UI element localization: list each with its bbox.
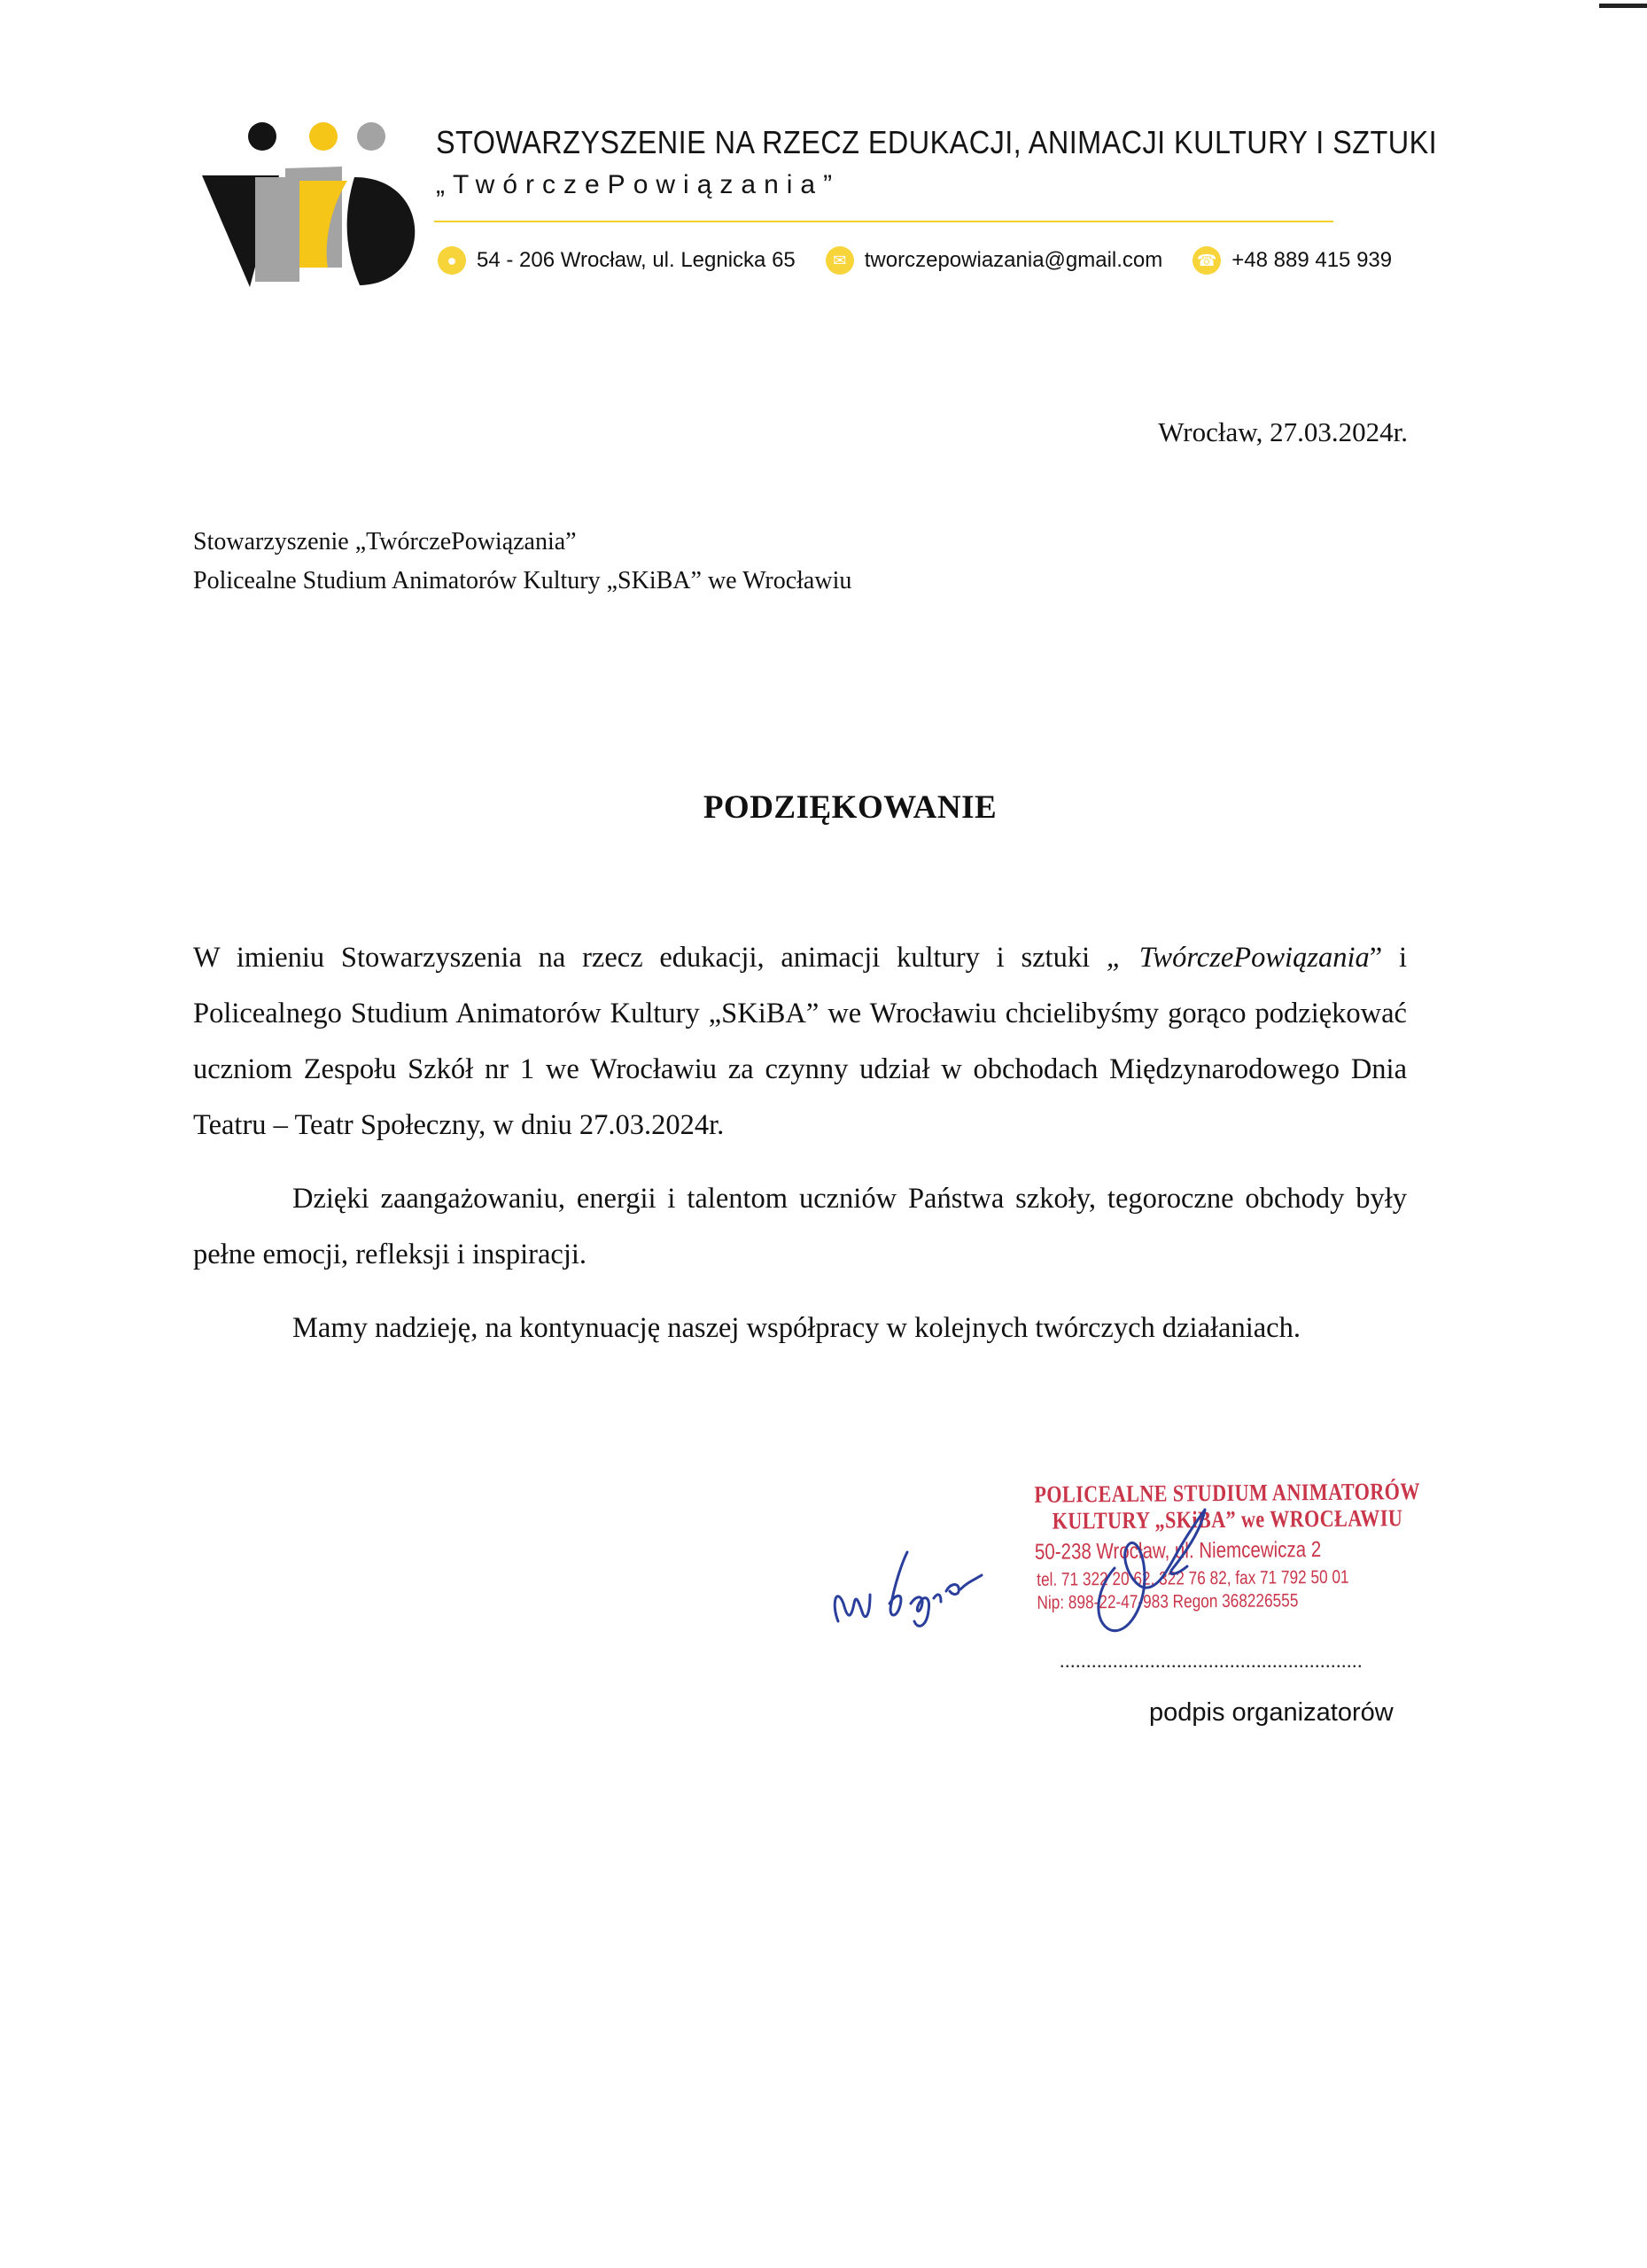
signature-left bbox=[835, 1552, 982, 1626]
scan-artifact bbox=[1599, 4, 1647, 8]
location-pin-icon: ● bbox=[438, 246, 466, 275]
stamp-line-4: tel. 71 322 20 62, 322 76 82, fax 71 792 50 01 bbox=[1037, 1566, 1349, 1590]
paragraph-1-quote-close: ” bbox=[1369, 942, 1383, 974]
recipient-block bbox=[193, 523, 851, 601]
logo-dot-gray bbox=[357, 122, 385, 151]
logo-dot-yellow bbox=[309, 122, 338, 151]
organization-name: STOWARZYSZENIE NA RZECZ EDUKACJI, ANIMACJI KULTURY I SZTUKI bbox=[436, 124, 1438, 160]
stamp-line-5: Nip: 898-22-47-983 Regon 368226555 bbox=[1037, 1590, 1299, 1613]
contact-address: 54 - 206 Wrocław, ul. Legnicka 65 bbox=[477, 248, 796, 272]
header-divider bbox=[434, 221, 1333, 222]
signature-right bbox=[1099, 1510, 1205, 1631]
envelope-icon: ✉ bbox=[826, 246, 854, 275]
paragraph-1-emphasis: „ TwórczePowiązania bbox=[1106, 942, 1370, 974]
handwritten-signatures bbox=[815, 1471, 1453, 1674]
paragraph-1-lead bbox=[193, 942, 1382, 974]
paragraph-2: Dzięki zaangażowaniu, energii i talentom uczniów Państwa szkoły, tegoroczne obchody były pełne emocji, refleksji i inspiracji. bbox=[193, 1183, 1407, 1270]
organization-subname: „TwórczePowiązania” bbox=[436, 170, 841, 199]
signature-line: ......................................................... bbox=[1060, 1650, 1363, 1672]
stamp-line-3: 50-238 Wrocław, ul. Niemcewicza 2 bbox=[1034, 1537, 1322, 1565]
logo-dot-black bbox=[248, 122, 276, 151]
place-and-date: Wrocław, 27.03.2024r. bbox=[1158, 416, 1408, 447]
paragraph-1 bbox=[193, 930, 1407, 1153]
paragraph-3: Mamy nadzieję, na kontynuację naszej współpracy w kolejnych twórczych działaniach. bbox=[292, 1312, 1301, 1344]
recipient-line-2: Policealne Studium Animatorów Kultury „SKiBA” we Wrocławiu bbox=[193, 567, 852, 594]
recipient-line-1: Stowarzyszenie „TwórczePowiązania” bbox=[193, 528, 577, 555]
paragraph-1-rest: i Policealnego Studium Animatorów Kultury „SKiBA” we Wrocławiu chcielibyśmy gorąco podziękować uczniom Zespołu Szkół nr 1 we Wrocławiu za czynny udział w obchodach Międzynarodowego Dnia Teatru – Teatr Społeczny, w dniu 27.03.2024r. bbox=[193, 942, 1408, 1141]
stamp-line-2: KULTURY „SKiBA” we WROCŁAWIU bbox=[1052, 1504, 1403, 1534]
phone-icon: ☎ bbox=[1193, 246, 1221, 275]
stamp-line-1: POLICEALNE STUDIUM ANIMATORÓW bbox=[1034, 1478, 1420, 1508]
organization-logo bbox=[195, 115, 434, 292]
letter-body bbox=[193, 930, 1407, 1374]
contact-email: tworczepowiazania@gmail.com bbox=[864, 248, 1163, 272]
paragraph-1-start: W imieniu Stowarzyszenia na rzecz edukacji, animacji kultury i sztuki bbox=[193, 942, 1107, 974]
contact-phone: +48 889 415 939 bbox=[1231, 248, 1393, 272]
logo-halfmoon-black bbox=[347, 177, 416, 285]
contact-row bbox=[438, 243, 1392, 278]
signature-label: podpis organizatorów bbox=[1149, 1698, 1394, 1727]
document-title: PODZIĘKOWANIE bbox=[703, 789, 998, 826]
